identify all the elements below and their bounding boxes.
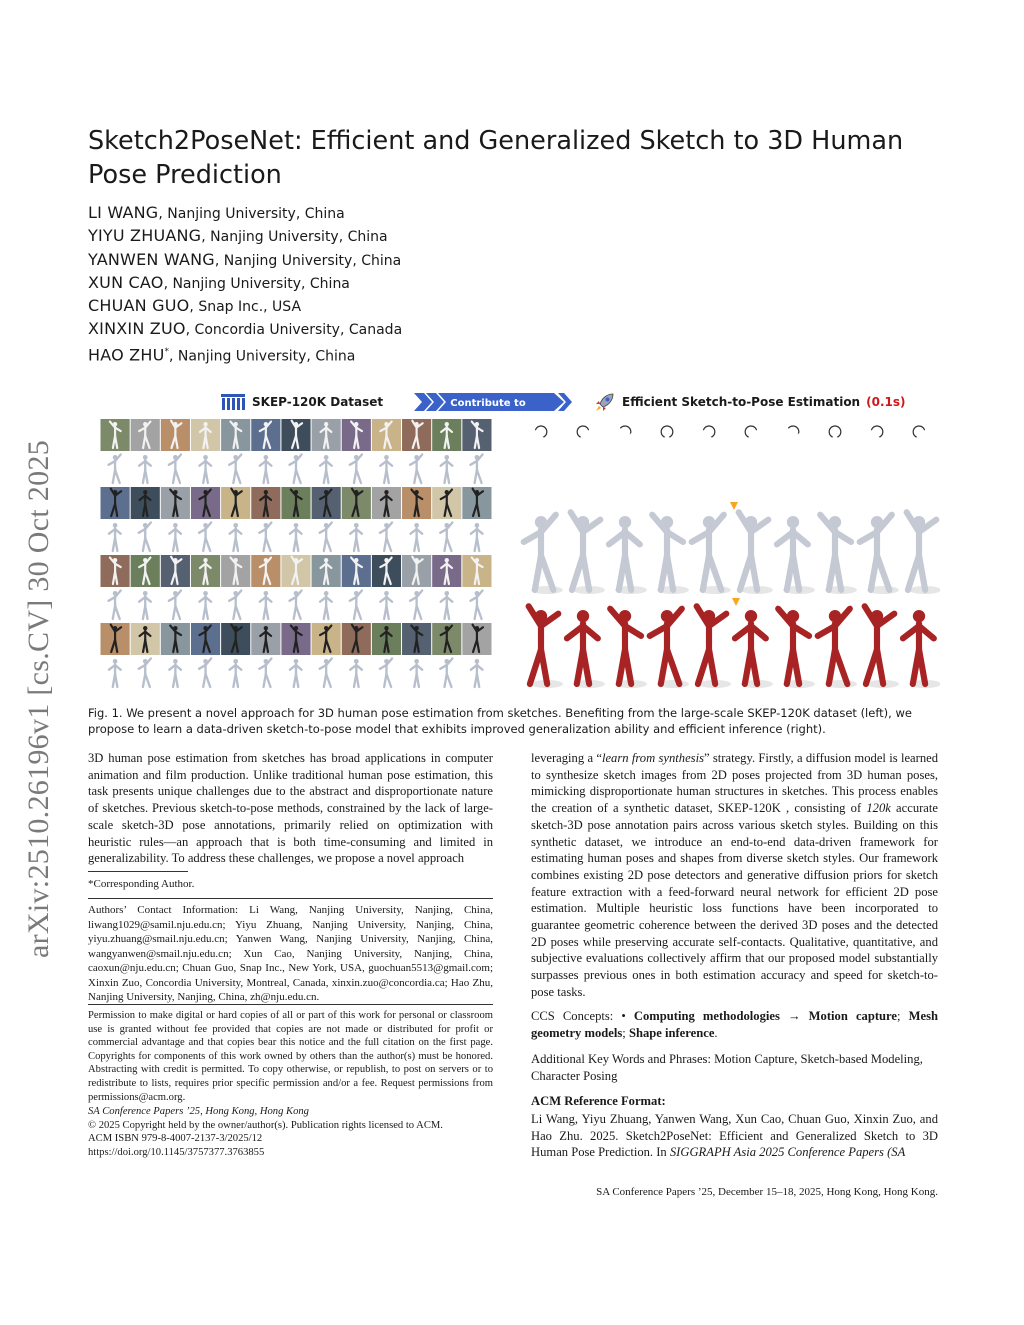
pose-mesh-figure [289,455,301,483]
red-mesh-figure [529,606,559,684]
dataset-sample-grid [100,418,492,690]
permission-notice: Permission to make digital or hard copies of all or part of this work for personal or classroom use is granted without fee provided that copies are not made or distributed for profit or commercial advantage and that copies bear this notice and the full citation on the first page. Copyrights for components of this work owned by others than the author(s) must be honored. Abstracting with credit is permitted. To copy otherwise, or republish, to post on servers or to redistribute to lists, requires prior specific permission and/or a fee. Request permissions from permissions@acm.org. [88,1010,493,1103]
red-mesh-figure [865,606,895,684]
grey-mesh-figure [524,515,556,590]
contact-rule [88,898,493,899]
pose-mesh-figure [440,659,452,687]
author-name: CHUAN GUO [88,296,190,316]
pose-mesh-figure [290,659,302,687]
red-mesh-figure [610,609,641,684]
corresponding-mark: * [164,346,169,357]
pose-mesh-figure [471,659,483,687]
author-affiliation: , Concordia University, Canada [185,322,403,339]
corresponding-footnote: *Corresponding Author. [88,878,195,890]
acm-reference: Li Wang, Yiyu Zhuang, Yanwen Wang, Xun Cao, Chuan Guo, Xinxin Zuo, and Hao Zhu. 2025. Sketch2PoseNet: Efficient and Generalized Sketch to 3D Human Pose Prediction. In SIGGRAPH Asia 2025 Conference Papers (SA [531,1112,938,1160]
author-name: YIYU ZHUANG [88,226,202,246]
author-name: XUN CAO [88,272,164,292]
arxiv-identifier: arXiv:2510.26196v1 [cs.CV] 30 Oct 2025 [22,439,55,958]
pose-mesh-figure [229,455,241,483]
pose-mesh-figure [199,455,211,483]
red-mesh-figure [778,609,809,684]
pose-mesh-figure [350,659,362,687]
inference-speed: (0.1s) [866,395,906,409]
author-name: HAO ZHU [88,345,165,365]
rocket-icon [594,391,616,413]
pose-mesh-figure [139,659,151,687]
author-list [88,201,588,364]
pose-mesh-figure [260,455,272,483]
input-sketch-figure [613,423,641,497]
input-sketch-figure [652,426,681,496]
pose-mesh-figure [350,523,362,551]
author-affiliation: , Snap Inc., USA [189,299,302,316]
contribute-text: Contribute to [450,398,526,409]
input-sketch-figure [735,425,765,496]
pose-mesh-figure [109,591,121,619]
pose-mesh-figure [109,455,121,483]
figure-caption: Fig. 1. We present a novel approach for 3D human pose estimation from sketches. Benefiting from the large-scale SKEP-120K dataset (left), we propose to learn a data-driven sketch-to-pose model that exhibits improved generalization ability and efficient inference (right). [88,706,912,736]
abstract-left-column [88,750,493,867]
author-affiliation: , Nanjing University, China [214,252,402,269]
abstract-right-column [531,750,938,1001]
pose-estimation-results [520,418,940,690]
pose-mesh-figure [169,523,181,551]
pose-mesh-figure [109,659,121,687]
pose-mesh-figure [259,659,271,687]
red-mesh-figure [735,610,766,684]
permission-rule [88,1004,493,1005]
pose-mesh-figure [260,591,272,619]
contact-information: Authors’ Contact Information: Li Wang, Nanjing University, Nanjing, China, liwang1029@samil.nju.edu.cn; Yiyu Zhuang, Nanjing University, Nanjing, China, yiyu.zhuang@smail.nju.edu.cn; Yanwen Wang, Nanjing University, Nanjing, China, wangyanwen@smail.nju.edu.cn; Xun Cao, Nanjing University, Nanjing, China, caoxun@nju.edu.cn; Chuan Guo, Snap Inc., New York, USA, guochuan5513@gmail.com; Xinxin Zuo, Concordia University, Montreal, Canada, xinxin.zuo@concordia.ca; Hao Zhu, Nanjing University, Nanjing, China, zh@nju.edu.cn. [88,904,493,1003]
pose-mesh-figure [320,523,332,551]
pose-mesh-figure [139,591,151,619]
isbn-line: ACM ISBN 979-8-4007-2137-3/2025/12 [88,1133,263,1144]
input-sketch-figure [863,425,892,496]
pose-mesh-figure [410,591,422,619]
author-line [88,224,588,247]
pose-mesh-figure [109,523,121,551]
grey-mesh-figure [907,512,937,590]
abstract-paragraph-left: 3D human pose estimation from sketches has broad applications in computer animation and film production. Unlike traditional human pose estimation, this task presents unique challenges due to the abstract and disproportionate nature of sketches. Previous sketch-to-pose methods, constrained by the lack of large-scale sketch-3D pose annotations, primarily relied on optimization with heuristic rules—an approach that is both time-consuming and limited in generalizability. To address these challenges, we propose a novel approach [88,751,493,866]
input-sketch-figure [527,425,556,496]
pose-mesh-figure [230,523,242,551]
database-icon [220,392,246,412]
pose-mesh-figure [411,523,423,551]
pose-mesh-figure [350,591,362,619]
ccs-concepts: CCS Concepts: • Computing methodologies → Motion capture; Mesh geometry models; Shape inference. [531,1009,938,1040]
author-affiliation: , Nanjing University, China [158,206,345,222]
grey-mesh-figure [777,516,808,590]
author-name: YANWEN WANG [88,249,215,269]
pose-mesh-figure [470,591,482,619]
pose-mesh-figure [380,591,392,619]
red-mesh-figure [903,610,934,684]
down-arrow-icon [732,598,740,606]
red-mesh-figure [818,609,850,684]
down-arrow-icon [730,502,738,510]
grey-mesh-figure [652,515,683,590]
acm-reference-heading: ACM Reference Format: [531,1094,666,1108]
pose-mesh-figure [230,659,242,687]
pose-mesh-figure [289,591,301,619]
dataset-label-text: SKEP-120K Dataset [252,395,384,409]
pose-mesh-figure [199,659,211,687]
pose-mesh-figure [410,455,422,483]
pose-mesh-figure [290,523,302,551]
pose-mesh-figure [441,591,453,619]
author-line [88,271,588,294]
author-affiliation: , Nanjing University, China [201,229,388,246]
pose-mesh-figure [380,659,392,687]
red-mesh-figure [567,610,598,684]
author-line [88,341,588,364]
input-sketch-figure [567,425,597,496]
pose-mesh-figure [139,523,151,551]
pose-mesh-figure [169,591,181,619]
pose-mesh-figure [169,659,181,687]
pose-mesh-figure [199,523,211,551]
efficient-label-text: Efficient Sketch-to-Pose Estimation [622,395,861,409]
doi-link[interactable]: https://doi.org/10.1145/3757377.3763855 [88,1147,265,1158]
input-sketch-figure [903,425,933,496]
input-sketch-figure [781,423,809,497]
pose-mesh-figure [320,455,332,483]
grey-mesh-figure [820,515,851,590]
grey-mesh-figure [739,512,769,590]
paper-title: Sketch2PoseNet: Efficient and Generalized Sketch to 3D Human Pose Prediction [88,126,904,190]
input-sketch-figure [820,426,849,496]
pose-mesh-figure [169,455,181,483]
pose-mesh-figure [229,591,241,619]
author-line [88,201,588,224]
author-line [88,317,588,340]
author-name: XINXIN ZUO [88,319,186,339]
footnote-rule [88,871,188,872]
author-affiliation: , Nanjing University, China [163,275,350,292]
pose-mesh-figure [139,455,151,483]
pose-mesh-figure [320,591,332,619]
author-name: LI WANG [88,203,159,222]
copyright-line: © 2025 Copyright held by the owner/author(s). Publication rights licensed to ACM. [88,1120,443,1131]
pose-mesh-figure [411,659,423,687]
author-affiliation: , Nanjing University, China [168,348,356,365]
input-sketch-figure [695,425,724,496]
pose-mesh-figure [350,455,362,483]
pose-mesh-figure [441,455,453,483]
abstract-paragraph-right: leveraging a “learn from synthesis” strategy. Firstly, a diffusion model is learned to synthesize sketch images from 2D poses projected from 3D human poses, mimicking disproportionate human structures in sketches. This process enables the creation of a synthetic dataset, SKEP-120K , consisting of 120k accurate sketch-3D pose annotation pairs across various sketch styles. Building on this synthetic dataset, we introduce an end-to-end data-driven framework for estimating human poses and shapes from diverse sketch styles. Our framework combines existing 2D pose detectors and generative diffusion priors for sketch feature extraction with a feed-forward neural network for efficient 2D pose estimation. Multiple heuristic loss functions have been incorporated to guarantee geometric coherence between the derived 3D poses and the detected 2D poses while preserving accurate self-contacts. Qualitative, quantitative, and subjective evaluations collectively affirm that our proposed model substantially surpasses previous ones in both estimation accuracy and speed for sketch-to-pose tasks. [531,751,939,999]
red-mesh-figure [650,609,682,684]
pose-mesh-figure [440,523,452,551]
pose-mesh-figure [380,455,392,483]
grey-mesh-figure [860,515,892,590]
red-mesh-figure [697,606,727,684]
efficient-label [594,389,954,415]
pose-mesh-figure [199,591,211,619]
pose-mesh-figure [470,455,482,483]
dataset-label [220,389,420,415]
keywords: Additional Key Words and Phrases: Motion Capture, Sketch-based Modeling, Character Posing [531,1052,923,1083]
grey-mesh-figure [571,512,601,590]
pose-mesh-figure [259,523,271,551]
author-line [88,294,588,317]
grey-mesh-figure [609,516,640,590]
contribute-arrow [414,389,574,415]
pose-mesh-figure [380,523,392,551]
author-line [88,248,588,271]
pose-mesh-figure [471,523,483,551]
grey-mesh-figure [692,515,724,590]
conference-line: SA Conference Papers ’25, Hong Kong, Hong Kong [88,1106,309,1117]
running-footer: SA Conference Papers ’25, December 15–18, 2025, Hong Kong, Hong Kong. [596,1186,938,1198]
pose-mesh-figure [320,659,332,687]
